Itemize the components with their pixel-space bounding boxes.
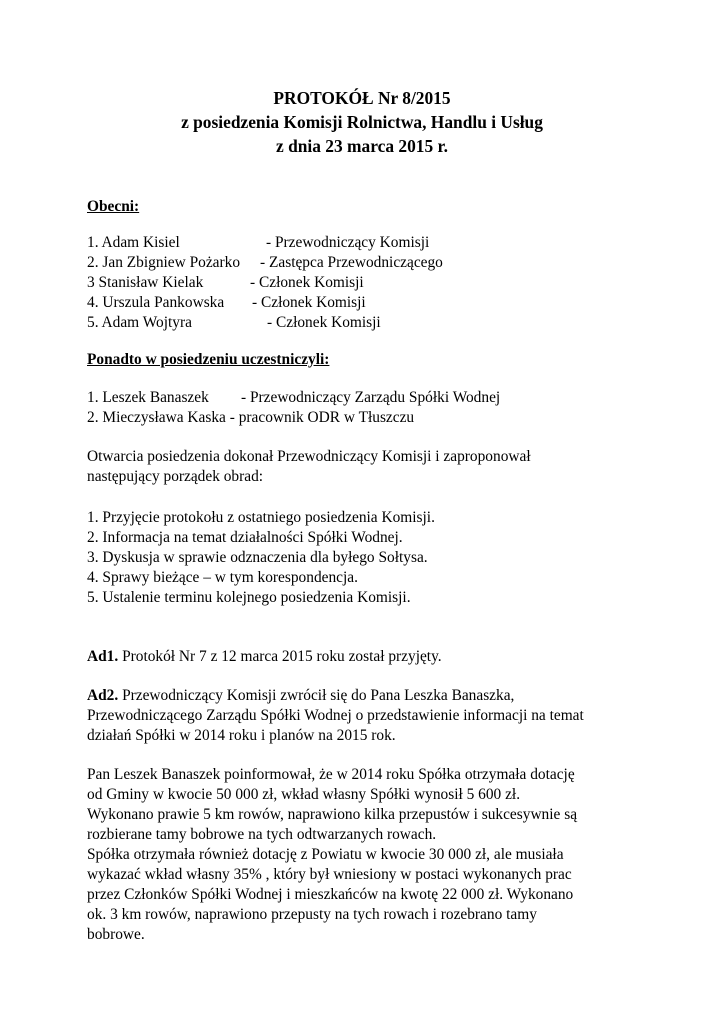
opening-text-line: Otwarcia posiedzenia dokonał Przewodniczący Komisji i zaproponował	[87, 448, 531, 465]
ad1-paragraph	[87, 646, 442, 667]
member-role: - Członek Komisji	[252, 294, 366, 311]
member-row	[87, 292, 366, 313]
participant-role: - pracownik ODR w Tłuszczu	[229, 409, 415, 426]
ad2-label: Ad2.	[87, 687, 119, 704]
member-name: 4. Urszula Pankowska	[87, 294, 225, 311]
member-name: 5. Adam Wojtyra	[87, 314, 192, 331]
member-role: - Członek Komisji	[250, 274, 364, 291]
report-text-line: Wykonano prawie 5 km rowów, naprawiono kilka przepustów i sukcesywnie są	[87, 806, 578, 823]
member-row	[87, 312, 381, 333]
member-role: - Członek Komisji	[267, 314, 381, 331]
document-title: PROTOKÓŁ Nr 8/2015	[273, 88, 451, 108]
ad1-text: Protokół Nr 7 z 12 marca 2015 roku został przyjęty.	[118, 648, 442, 665]
agenda-item: 2. Informacja na temat działalności Spółki Wodnej.	[87, 529, 403, 546]
member-name: 3 Stanisław Kielak	[87, 274, 204, 291]
report-text-line: Spółka otrzymała również dotację z Powiatu w kwocie 30 000 zł, ale musiała	[87, 846, 564, 863]
agenda-item: 4. Sprawy bieżące – w tym korespondencja.	[87, 569, 358, 586]
report-text-line: od Gminy w kwocie 50 000 zł, wkład własny Spółki wynosił 5 600 zł.	[87, 786, 521, 803]
present-heading: Obecni:	[87, 198, 140, 215]
member-name: 2. Jan Zbigniew Pożarko	[87, 254, 241, 271]
participant-name: 1. Leszek Banaszek	[87, 389, 209, 406]
agenda-item: 5. Ustalenie terminu kolejnego posiedzenia Komisji.	[87, 589, 411, 606]
agenda-item: 1. Przyjęcie protokołu z ostatniego posiedzenia Komisji.	[87, 509, 435, 526]
report-text-line: wykazać wkład własny 35% , który był wniesiony w postaci wykonanych prac	[87, 866, 572, 883]
agenda-item: 3. Dyskusja w sprawie odznaczenia dla byłego Sołtysa.	[87, 549, 428, 566]
ad2-text-line: działań Spółki w 2014 roku i planów na 2015 rok.	[87, 727, 396, 744]
participants-heading: Ponadto w posiedzeniu uczestniczyli:	[87, 351, 330, 368]
ad2-text-line: Przewodniczącego Zarządu Spółki Wodnej o przedstawienie informacji na temat	[87, 707, 584, 724]
ad2-text: Przewodniczący Komisji zwrócił się do Pana Leszka Banaszka,	[118, 687, 515, 704]
ad1-label: Ad1.	[87, 648, 119, 665]
report-text-line: ok. 3 km rowów, naprawiono przepusty na tych rowach i rozebrano tamy	[87, 906, 537, 923]
report-text-line: przez Członków Spółki Wodnej i mieszkańców na kwotę 22 000 zł. Wykonano	[87, 886, 574, 903]
member-role: - Przewodniczący Komisji	[266, 234, 430, 251]
member-row	[87, 272, 364, 293]
participant-role: - Przewodniczący Zarządu Spółki Wodnej	[241, 389, 501, 406]
participant-row	[87, 387, 501, 408]
member-row	[87, 232, 430, 253]
opening-text-line: następujący porządek obrad:	[87, 468, 264, 485]
report-text-line: Pan Leszek Banaszek poinformował, że w 2014 roku Spółka otrzymała dotację	[87, 766, 575, 783]
participant-name: 2. Mieczysława Kaska	[87, 409, 226, 426]
member-role: - Zastępca Przewodniczącego	[260, 254, 443, 271]
report-text-line: rozbierane tamy bobrowe na tych odtwarzanych rowach.	[87, 826, 437, 843]
document-date: z dnia 23 marca 2015 r.	[276, 136, 448, 156]
ad2-paragraph	[87, 685, 514, 706]
member-row	[87, 252, 443, 273]
report-text-line: bobrowe.	[87, 926, 145, 943]
participant-row	[87, 407, 414, 428]
document-subtitle: z posiedzenia Komisji Rolnictwa, Handlu i Usług	[181, 112, 543, 132]
member-name: 1. Adam Kisiel	[87, 234, 180, 251]
